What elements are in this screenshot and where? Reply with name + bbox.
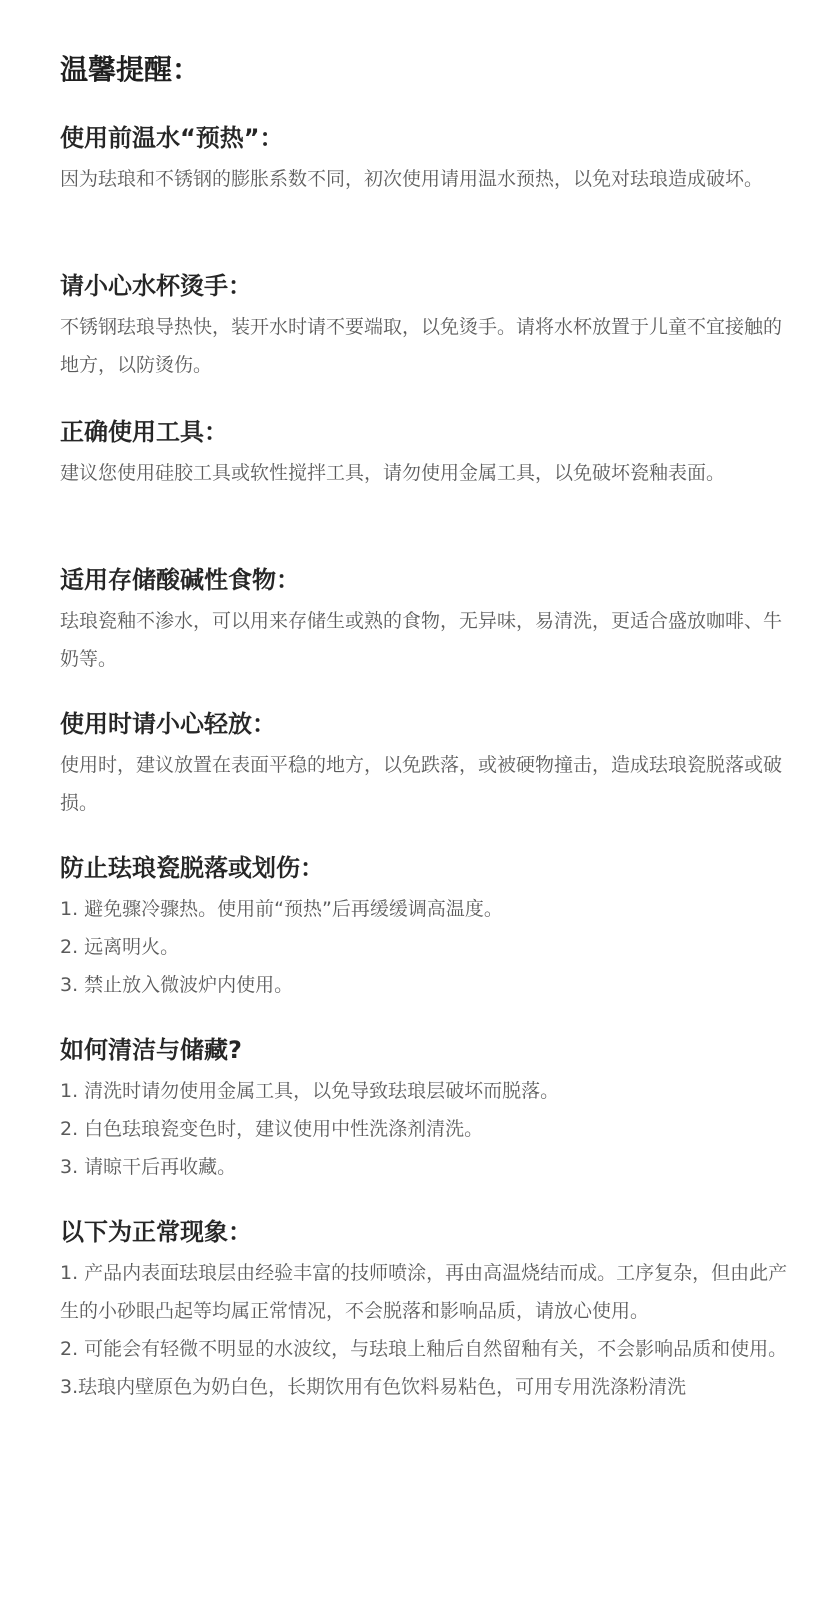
section-storage: [60, 562, 800, 678]
section-handle-gently: [60, 706, 800, 822]
section-heading: 如何清洁与储藏?: [60, 1036, 242, 1064]
section-prewarm: [60, 120, 800, 198]
list-item: 2. 远离明火。: [60, 936, 180, 958]
list-item: 3. 禁止放入微波炉内使用。: [60, 974, 294, 996]
list-item: 3. 请晾干后再收藏。: [60, 1156, 237, 1178]
list-item: 1. 产品内表面珐琅层由经验丰富的技师喷涂，再由高温烧结而成。工序复杂，但由此产生的小砂眼凸起等均属正常情况，不会脱落和影响品质，请放心使用。: [60, 1262, 788, 1322]
section-prevent-damage: [60, 850, 800, 1004]
list-item: 1. 清洗时请勿使用金属工具，以免导致珐琅层破坏而脱落。: [60, 1080, 560, 1102]
section-body: 使用时，建议放置在表面平稳的地方，以免跌落，或被硬物撞击，造成珐琅瓷脱落或破损。: [60, 754, 783, 814]
section-list: [60, 1254, 800, 1406]
list-item: 2. 白色珐琅瓷变色时，建议使用中性洗涤剂清洗。: [60, 1118, 484, 1140]
list-item: 1. 避免骤冷骤热。使用前“预热”后再缓缓调高温度。: [60, 898, 503, 920]
section-body: 不锈钢珐琅导热快，装开水时请不要端取，以免烫手。请将水杯放置于儿童不宜接触的地方，以防烫伤。: [60, 316, 783, 376]
section-heading: 请小心水杯烫手：: [60, 272, 252, 300]
section-cleaning: [60, 1032, 800, 1186]
list-item: 2. 可能会有轻微不明显的水波纹，与珐琅上釉后自然留釉有关，不会影响品质和使用。: [60, 1338, 788, 1360]
section-normal-phenomena: [60, 1214, 800, 1406]
section-hot-cup: [60, 268, 800, 384]
section-body: 建议您使用硅胶工具或软性搅拌工具，请勿使用金属工具，以免破坏瓷釉表面。: [60, 462, 726, 484]
section-heading: 使用前温水“预热”：: [60, 124, 284, 152]
section-list: [60, 890, 800, 1004]
section-body: 珐琅瓷釉不渗水，可以用来存储生或熟的食物，无异味，易清洗，更适合盛放咖啡、牛奶等。: [60, 610, 783, 670]
section-body: 因为珐琅和不锈钢的膨胀系数不同，初次使用请用温水预热，以免对珐琅造成破坏。: [60, 168, 764, 190]
section-list: [60, 1072, 800, 1186]
section-tools: [60, 414, 800, 492]
section-heading: 以下为正常现象：: [60, 1218, 252, 1246]
list-item: 3.珐琅内壁原色为奶白色，长期饮用有色饮料易粘色，可用专用洗涤粉清洗: [60, 1376, 687, 1398]
page-title: 温馨提醒：: [60, 53, 201, 86]
section-heading: 正确使用工具：: [60, 418, 228, 446]
section-heading: 防止珐琅瓷脱落或划伤：: [60, 854, 324, 882]
section-heading: 适用存储酸碱性食物：: [60, 566, 300, 594]
section-heading: 使用时请小心轻放：: [60, 710, 276, 738]
